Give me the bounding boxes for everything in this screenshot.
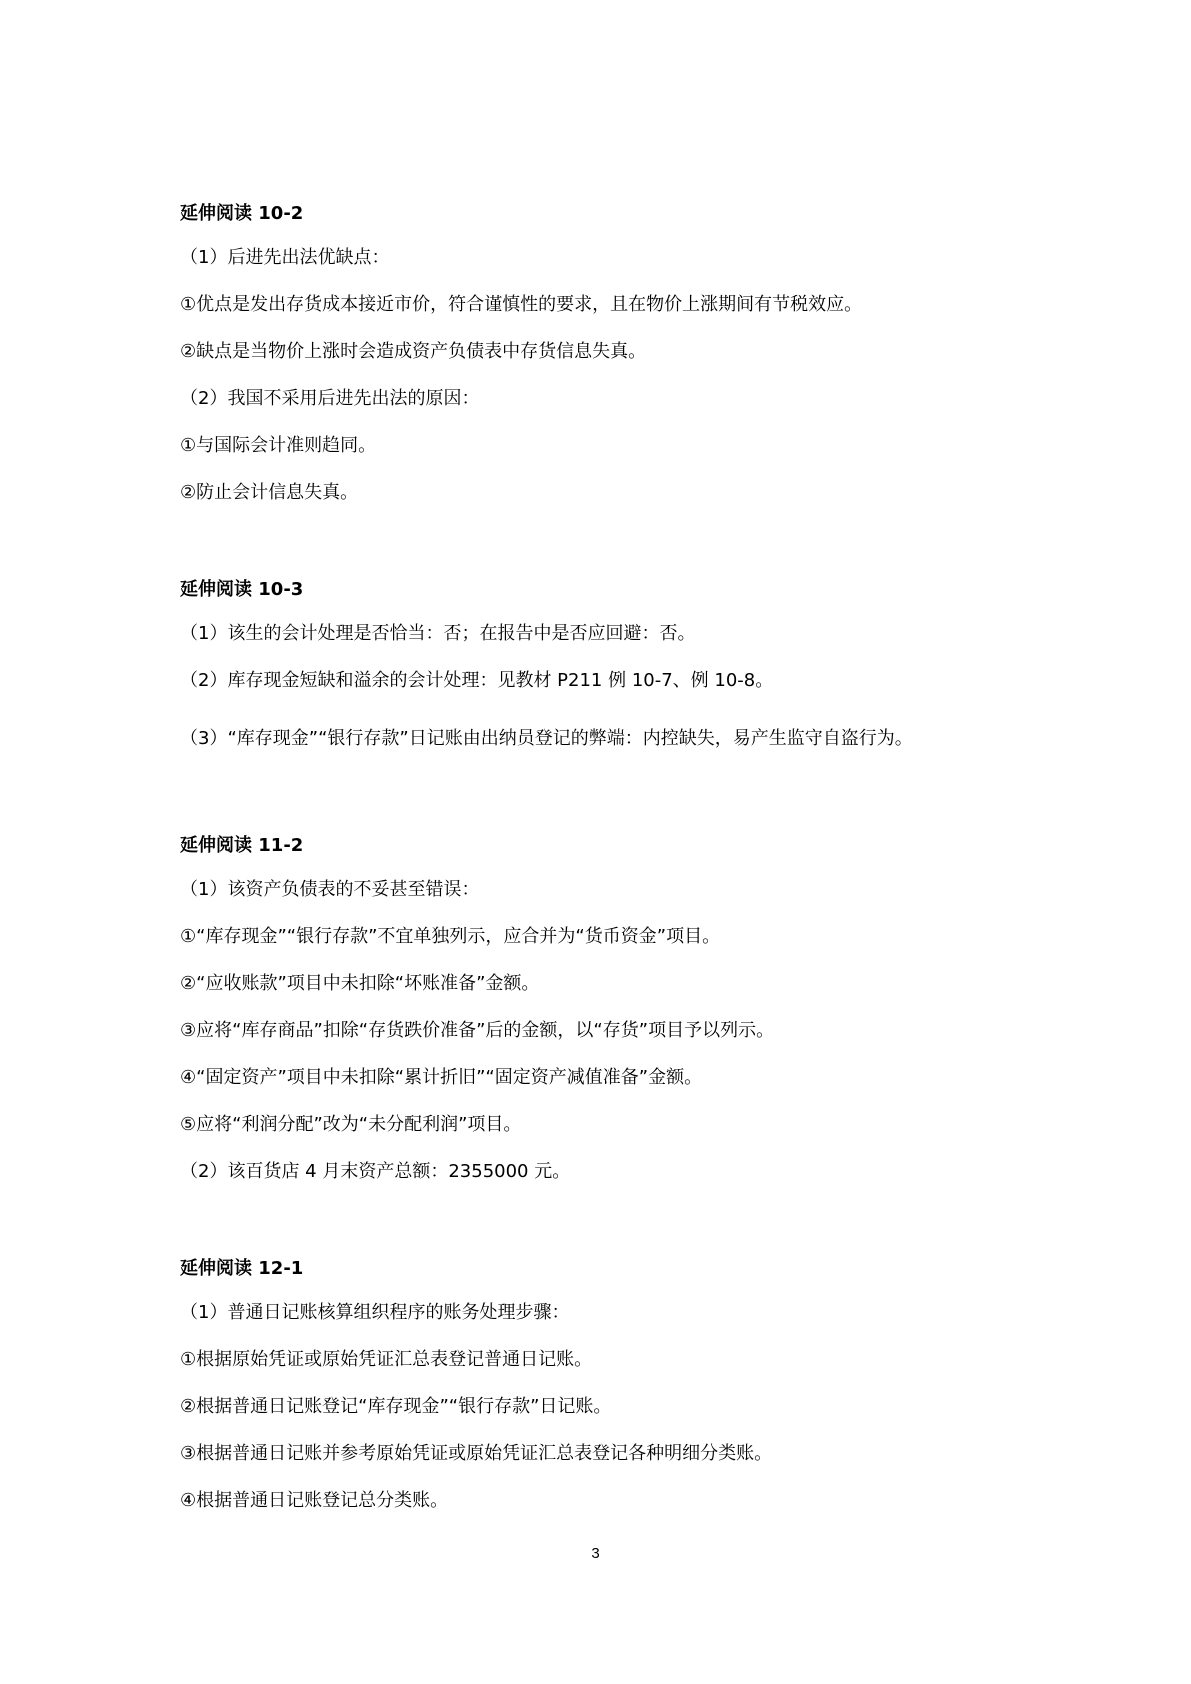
paragraph-line: ②根据普通日记账登记“库存现金”“银行存款”日记账。 <box>180 1396 612 1417</box>
paragraph-line: （1）后进先出法优缺点： <box>180 247 390 268</box>
section-heading: 延伸阅读 11-2 <box>180 835 304 856</box>
section-heading: 延伸阅读 12-1 <box>180 1258 304 1279</box>
section-10-2 <box>180 201 1020 506</box>
section-10-3 <box>180 577 1020 762</box>
paragraph-line: ②“应收账款”项目中未扣除“坏账准备”金额。 <box>180 973 540 994</box>
section-heading: 延伸阅读 10-3 <box>180 579 304 600</box>
paragraph-line: ②防止会计信息失真。 <box>180 482 359 503</box>
paragraph-line: （2）库存现金短缺和溢余的会计处理：见教材 P211 例 10-7、例 10-8。 <box>180 670 774 691</box>
paragraph-line: （2）该百货店 4 月末资产总额：2355000 元。 <box>180 1161 571 1182</box>
paragraph-line: ⑤应将“利润分配”改为“未分配利润”项目。 <box>180 1114 522 1135</box>
paragraph-line: ①与国际会计准则趋同。 <box>180 435 377 456</box>
paragraph-line: （1）该生的会计处理是否恰当：否；在报告中是否应回避：否。 <box>180 623 696 644</box>
paragraph-line: ②缺点是当物价上涨时会造成资产负债表中存货信息失真。 <box>180 341 647 362</box>
paragraph-line: ①优点是发出存货成本接近市价，符合谨慎性的要求，且在物价上涨期间有节税效应。 <box>180 294 863 315</box>
paragraph-line: ①“库存现金”“银行存款”不宜单独列示，应合并为“货币资金”项目。 <box>180 926 721 947</box>
paragraph-line: ④根据普通日记账登记总分类账。 <box>180 1490 449 1511</box>
paragraph-line: （2）我国不采用后进先出法的原因： <box>180 388 480 409</box>
paragraph-line: （1）普通日记账核算组织程序的账务处理步骤： <box>180 1302 570 1323</box>
section-spacer <box>180 1206 1020 1256</box>
paragraph-line: ④“固定资产”项目中未扣除“累计折旧”“固定资产减值准备”金额。 <box>180 1067 703 1088</box>
section-12-1 <box>180 1256 1020 1514</box>
paragraph-line: （3）“库存现金”“银行存款”日记账由出纳员登记的弊端：内控缺失，易产生监守自盗行为。 <box>180 728 913 749</box>
section-heading: 延伸阅读 10-2 <box>180 203 304 224</box>
paragraph-line: ③应将“库存商品”扣除“存货跌价准备”后的金额，以“存货”项目予以列示。 <box>180 1020 775 1041</box>
page-content <box>180 201 1020 1535</box>
page-number: 3 <box>591 1545 600 1562</box>
paragraph-line: （1）该资产负债表的不妥甚至错误： <box>180 879 480 900</box>
section-spacer <box>180 783 1020 833</box>
paragraph-line: ①根据原始凭证或原始凭证汇总表登记普通日记账。 <box>180 1349 593 1370</box>
paragraph-line: ③根据普通日记账并参考原始凭证或原始凭证汇总表登记各种明细分类账。 <box>180 1443 773 1464</box>
section-spacer <box>180 527 1020 577</box>
section-11-2 <box>180 833 1020 1185</box>
